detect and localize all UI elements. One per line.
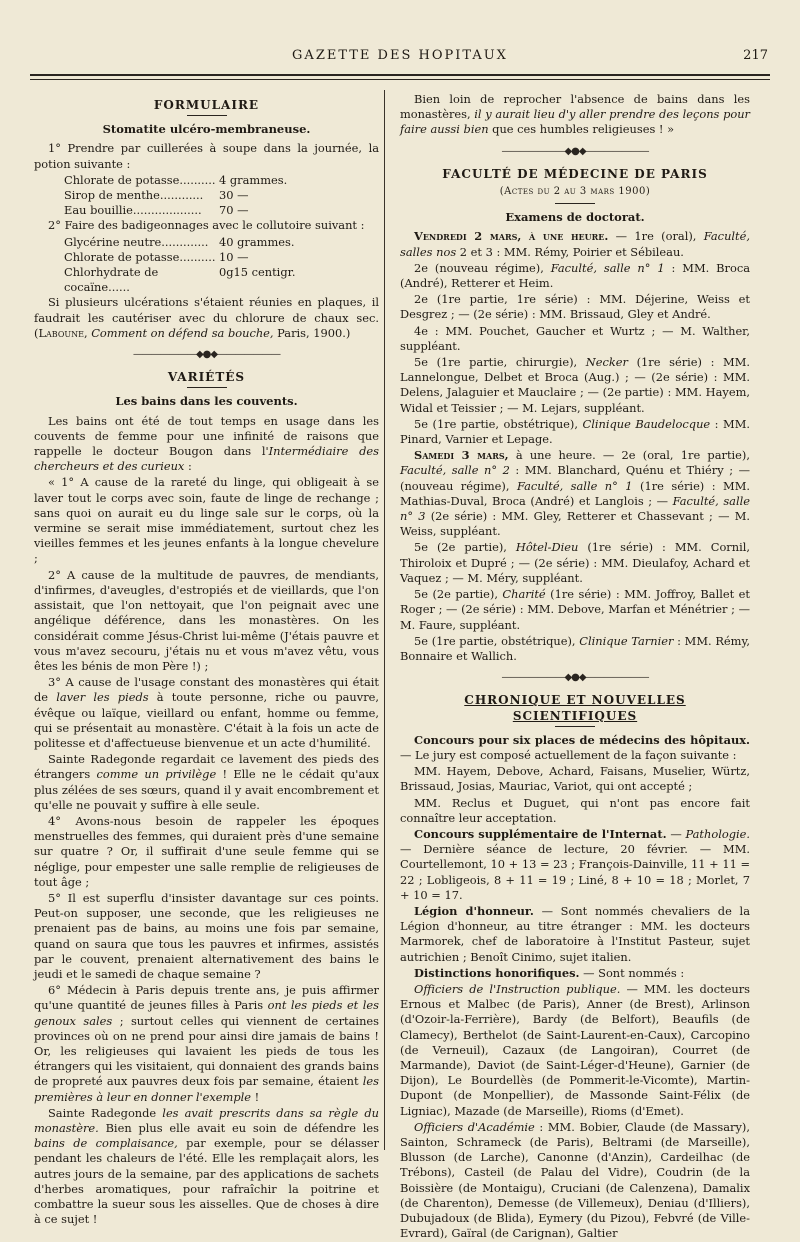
exam-entry: Vendredi 2 mars, à une heure. — 1re (oral), Faculté, salles nos 2 et 3 : MM. Rémy, Poirier et Sébileau. bbox=[400, 229, 750, 259]
paragraph: 5° Il est superflu d'insister davantage sur ces points. Peut-on supposer, une seconde, que les religieuses ne prenaient pas de bains, au moins une fois par semaine, quand on saura que tous les pauvres et infirmes, assistés par le couvent, prenaient alternativement des bains le jeudi et le samedi de chaque semaine ? bbox=[34, 890, 379, 981]
paragraph: 3° A cause de l'usage constant des monastères qui était de laver les pieds à toute personne, riche ou pauvre, évêque ou laïque, vieillard ou enfant, homme ou femme, qui se présentait au monastère. C'était à la fois un acte de politesse et d'affectueuse bienvenue et un acte d'humilité. bbox=[34, 675, 379, 750]
exam-entry: 5e (2e partie), Hôtel-Dieu (1re série) : MM. Cornil, Thiroloix et Dupré ; — (2e série) : MM. Dieulafoy, Achard et Vaquez ; — M. Méry, suppléant. bbox=[400, 540, 750, 585]
section-rule bbox=[555, 726, 595, 727]
varietes-heading: VARIÉTÉS bbox=[167, 370, 246, 385]
rx1-line: Sirop de menthe............ 30 — bbox=[64, 188, 249, 203]
exam-entry: 2e (1re partie, 1re série) : MM. Déjerine, Weiss et Desgrez ; — (2e série) : MM. Brissaud, Gley et André. bbox=[400, 292, 750, 322]
news-entry: MM. Reclus et Duguet, qui n'ont pas encore fait connaître leur acceptation. bbox=[400, 795, 750, 825]
news-entry: Distinctions honorifiques. — Sont nommés : bbox=[414, 965, 685, 980]
rx-note: Si plusieurs ulcérations s'étaient réunies en plaques, il faudrait les cautériser avec du chlorure de chaux sec. (Laboune, Comment on défend sa bouche, Paris, 1900.) bbox=[34, 295, 379, 340]
rx1-line: Chlorate de potasse.......... 4 grammes. bbox=[64, 172, 288, 187]
chronique-heading: CHRONIQUE ET NOUVELLES SCIENTIFIQUES bbox=[464, 693, 686, 723]
section-rule bbox=[187, 115, 227, 116]
news-entry: Concours pour six places de médecins des hôpitaux. — Le jury est composé actuellement de la façon suivante : bbox=[400, 732, 750, 762]
faculte-heading: FACULTÉ DE MÉDECINE DE PARIS bbox=[442, 166, 708, 181]
journal-title: GAZETTE DES HOPITAUX bbox=[292, 48, 508, 63]
section-rule bbox=[555, 203, 595, 204]
paragraph: 6° Médecin à Paris depuis trente ans, je puis affirmer qu'une quantité de jeunes filles à Paris ont les pieds et les genoux sales ; surtout celles qui viennent de certaines provinces où on ne prend pour ainsi dire jamais de bains ! Or, les religieuses qui lavaient les pieds de tous les étrangers qui les visitaient, qui donnaient des grands bains de propreté aux pauvres deux fois par semaine, étaient les premières à leur en donner l'exemple ! bbox=[34, 983, 379, 1104]
rx2-intro: 2° Faire des badigeonnages avec le collutoire suivant : bbox=[48, 218, 365, 233]
rx2-line: Chlorate de potasse.......... 10 — bbox=[64, 249, 249, 264]
exam-entry: 4e : MM. Pouchet, Gaucher et Wurtz ; — M. Walther, suppléant. bbox=[400, 323, 750, 353]
ornament-divider: ———————◆●◆——————— bbox=[501, 145, 649, 157]
paragraph: Les bains ont été de tout temps en usage dans les couvents de femme pour une infinité de raisons que rappelle le docteur Bougon dans l'Intermédiaire des chercheurs et des curieux : bbox=[34, 413, 379, 474]
paragraph: « 1° A cause de la rareté du linge, qui obligeait à se laver tout le corps avec soin, faute de linge de rechange ; sans quoi on aurait eu du linge sale sur le corps, où la vermine se serait mise immédiatement, surtout chez les vieilles femmes et les jeunes enfants à la longue chevelure ; bbox=[34, 475, 379, 566]
faculte-subheading: (Actes du 2 au 3 mars 1900) bbox=[499, 186, 651, 198]
exam-entry: 5e (2e partie), Charité (1re série) : MM. Joffroy, Ballet et Roger ; — (2e série) : MM. Debove, Marfan et Ménétrier ; — M. Faure, suppléant. bbox=[400, 587, 750, 632]
news-entry: Officiers d'Académie : MM. Bobier, Claude (de Massary), Sainton, Schrameck (de Paris), Beltrami (de Marseille), Blusson (de Larche), Canonne (d'Anzin), Cardeilhac (de Trébons), Casteil (de Palau del Vidre), Coudrin (de la Boissière (de Montaigu), Cruciani (de Calenzena), Damalix (de Charenton), Demesse (de Villemeux), Deniau (d'Illiers), Dubujadoux (de Blida), Eymery (du Pizou), Febvré (de Ville-Evrard), Gaïral (de Carignan), Galtier bbox=[400, 1119, 750, 1241]
header-rule bbox=[30, 74, 770, 76]
paragraph: Bien loin de reprocher l'absence de bains dans les monastères, il y aurait lieu d'y aller prendre des leçons pour faire aussi bien que ces humbles religieuses ! » bbox=[400, 92, 750, 137]
news-entry: Officiers de l'Instruction publique. — MM. les docteurs Ernous et Malbec (de Paris), Anner (de Brest), Arlinson (d'Ozoir-la-Ferrière), Bardy (de Belfort), Beaufils (de Clamecy), Berthelot (de Saint-Laurent-en-Caux), Carcopino (de Verneuil), Cazaux (de Langoiran), Courret (de Marmande), Daviot (de Saint-Léger-d'Heune), Garnier (de Dijon), Le Bourdellès (de Pommerit-le-Vicomte), Martin-Dupont (de Monpellier), de Massonde Saint-Félix (de Ligniac), Mazade (de Marseille), Rioms (d'Emet). bbox=[400, 981, 750, 1118]
news-entry: Légion d'honneur. — Sont nommés chevaliers de la Légion d'honneur, au titre étranger : MM. les docteurs Marmorek, chef de laboratoire à l'Institut Pasteur, sujet autrichien ; Benoît Cinimo, sujet italien. bbox=[400, 903, 750, 964]
exam-entry: 5e (1re partie, obstétrique), Clinique Baudelocque : MM. Pinard, Varnier et Lepage. bbox=[400, 416, 750, 447]
rx1-intro: 1° Prendre par cuillerées à soupe dans la journée, la potion suivante : bbox=[34, 141, 379, 171]
rx2-line: Chlorhydrate de cocaïne...... 0g15 centigr. bbox=[64, 265, 296, 295]
column-divider bbox=[384, 90, 385, 1150]
header-rule-thin bbox=[30, 79, 770, 80]
exam-entry: 5e (1re partie, obstétrique), Clinique Tarnier : MM. Rémy, Bonnaire et Wallich. bbox=[400, 633, 750, 663]
formulaire-heading: FORMULAIRE bbox=[153, 98, 260, 112]
paragraph: Sainte Radegonde regardait ce lavement des pieds des étrangers comme un privilège ! Elle ne le cédait qu'aux plus zélées de ses sœurs, quand il y avait encombrement et qu'elle ne pouvait y suffire à elle seule. bbox=[34, 752, 379, 812]
ornament-divider: ———————◆●◆——————— bbox=[501, 672, 649, 684]
paragraph: 4° Avons-nous besoin de rappeler les époques menstruelles des femmes, qui duraient près d'une semaine sur quatre ? Or, il suffirait d'une seule femme qui se néglige, pour empester une salle remplie de religieuses de tout âge ; bbox=[34, 813, 379, 889]
exam-entry: 2e (nouveau régime), Faculté, salle n° 1 : MM. Broca (André), Retterer et Heim. bbox=[400, 260, 751, 291]
news-entry: MM. Hayem, Debove, Achard, Faisans, Muselier, Würtz, Brissaud, Josias, Mauriac, Variot, qui ont accepté ; bbox=[400, 764, 750, 794]
bains-heading: Les bains dans les couvents. bbox=[115, 394, 298, 409]
right-column bbox=[400, 92, 750, 1242]
examens-heading: Examens de doctorat. bbox=[505, 210, 645, 225]
news-entry: Concours supplémentaire de l'Internat. — Pathologie. — Dernière séance de lecture, 20 février. — MM. Courtellemont, 10 + 13 = 23 ; François-Dainville, 11 + 11 = 22 ; Lobligeois, 8 + 11 = 19 ; Liné, 8 + 10 = 18 ; Morlet, 7 + 10 = 17. bbox=[400, 826, 750, 902]
page-number: 217 bbox=[743, 48, 768, 63]
rx1-line: Eau bouillie................... 70 — bbox=[64, 203, 249, 218]
left-column bbox=[34, 92, 379, 1228]
exam-entry: Samedi 3 mars, à une heure. — 2e (oral, 1re partie), Faculté, salle n° 2 : MM. Blanchard, Quénu et Thiéry ; — (nouveau régime), Faculté, salle n° 1 (1re série) : MM. Mathias-Duval, Broca (André) et Langlois ; — Faculté, salle n° 3 (2e série) : MM. Gley, Retterer et Chassevant ; — M. Weiss, suppléant. bbox=[400, 448, 750, 539]
section-rule bbox=[187, 387, 227, 388]
paragraph: Sainte Radegonde les avait prescrits dans sa règle du monastère. Bien plus elle avait eu soin de défendre les bains de complaisance, par exemple, pour se délasser pendant les chaleurs de l'été. Elle les remplaçait alors, les autres jours de la semaine, par des applications de sachets d'herbes aromatiques, pour rafraîchir la poitrine et combattre la sueur sous les aisselles. Que de choses à dire à ce sujet ! bbox=[34, 1105, 380, 1227]
exam-entry: 5e (1re partie, chirurgie), Necker (1re série) : MM. Lannelongue, Delbet et Broca (Aug.) ; — (2e série) : MM. Delens, Jalaguier et Mauclaire ; — (2e partie) : MM. Hayem, Widal et Teissier ; — M. Lejars, suppléant. bbox=[400, 355, 750, 415]
rx2-line: Glycérine neutre............. 40 grammes. bbox=[64, 234, 295, 249]
stomatite-heading: Stomatite ulcéro-membraneuse. bbox=[102, 122, 311, 137]
paragraph: 2° A cause de la multitude de pauvres, de mendiants, d'infirmes, d'aveugles, d'estropiés et de vieillards, que l'on assistait, que l'on nettoyait, que l'on peignait avec une angélique déférence, dans les monastères. On les considérait comme Jésus-Christ lui-même (J'étais pauvre et vous m'avez secouru, j'étais nu et vous m'avez vêtu, vous êtes les bénis de mon Père !) ; bbox=[34, 567, 379, 673]
ornament-divider: ———————◆●◆——————— bbox=[132, 349, 281, 361]
